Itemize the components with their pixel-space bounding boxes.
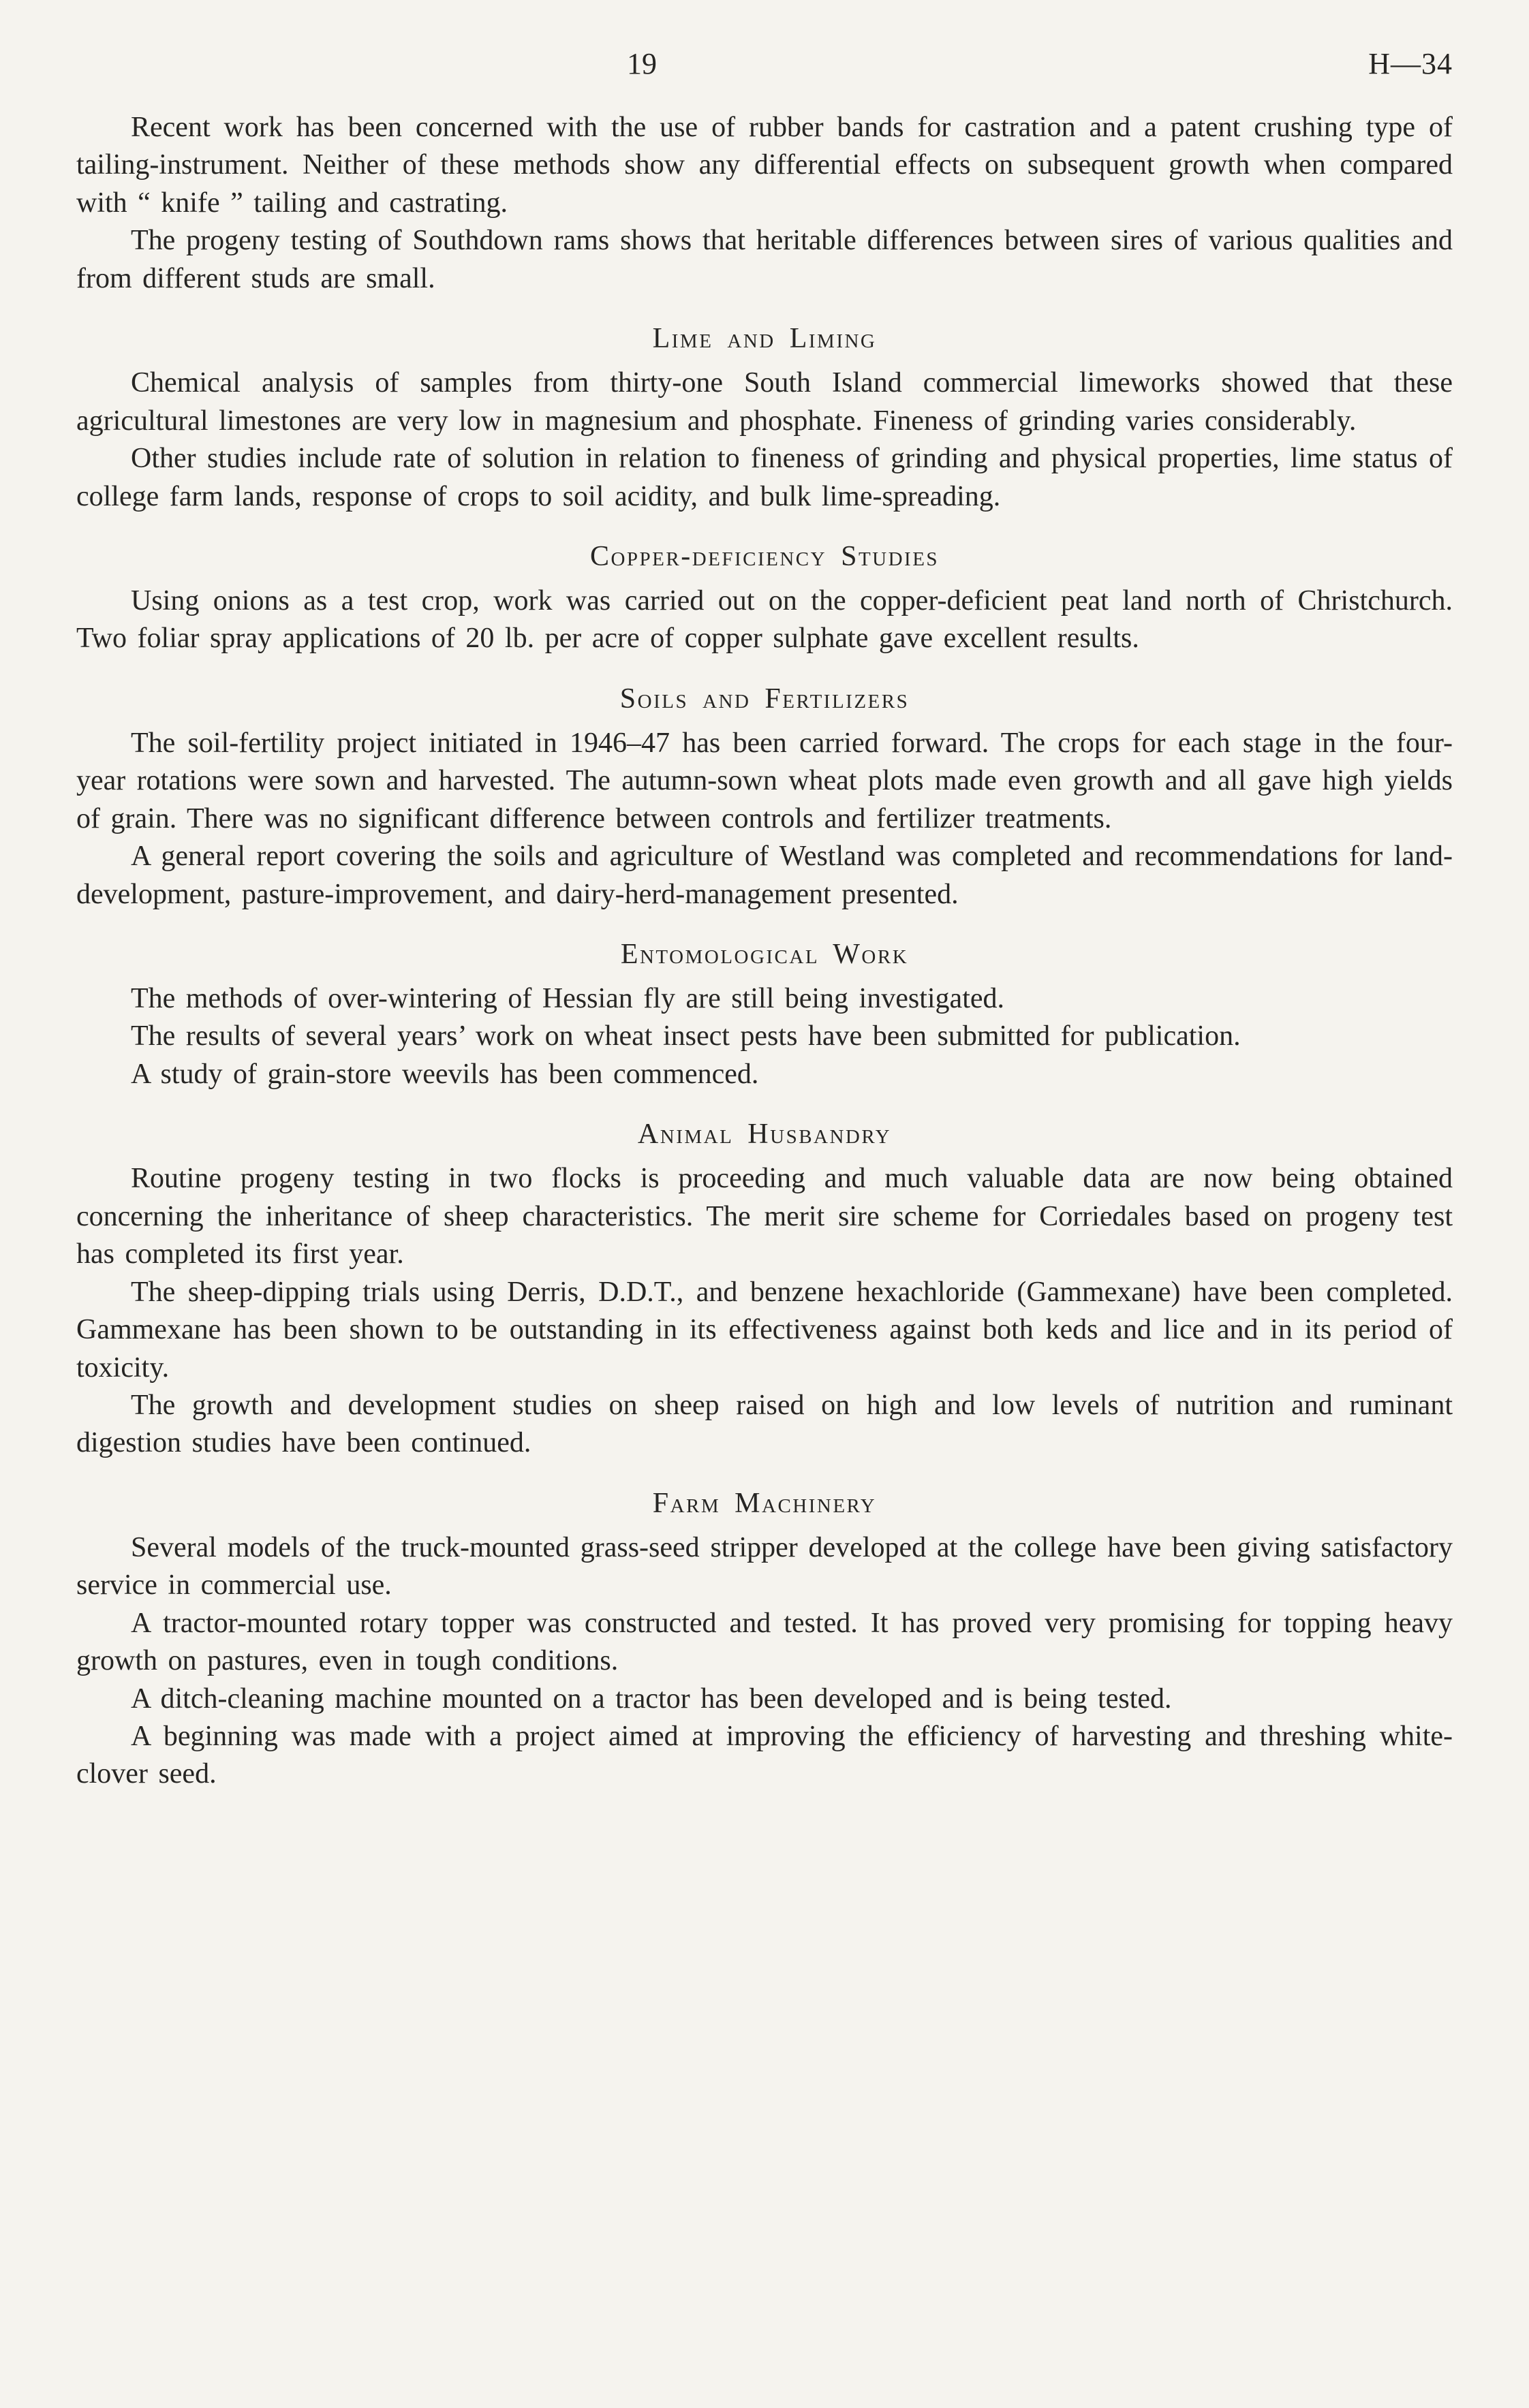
paragraph: The sheep-dipping trials using Derris, D.D.T., and benzene hexachloride (Gammexane) have been completed. Gammexane has been shown to be outstanding in its effectiveness against both keds and lice and in its period of toxicity. <box>76 1276 1453 1383</box>
document-body <box>76 109 1453 1794</box>
section-farm-machinery <box>76 1487 1453 1794</box>
section-heading: Entomological Work <box>620 939 909 970</box>
paragraph: The progeny testing of Southdown rams shows that heritable differences between sires of various qualities and from different studs are small. <box>76 225 1453 294</box>
section-lime-and-liming <box>76 322 1453 516</box>
paragraph: A general report covering the soils and agriculture of Westland was completed and recommendations for land-development, pasture-improvement, and dairy-herd-management presented. <box>76 841 1453 910</box>
page-header <box>76 46 1453 89</box>
section-heading: Copper-deficiency Studies <box>589 540 940 572</box>
paragraph: A beginning was made with a project aimed at improving the efficiency of harvesting and threshing white-clover seed. <box>76 1721 1453 1790</box>
section-heading: Farm Machinery <box>652 1487 877 1519</box>
section-heading: Animal Husbandry <box>637 1119 892 1151</box>
paragraph: Routine progeny testing in two flocks is proceeding and much valuable data are now being obtained concerning the inheritance of sheep characteristics. The merit sire scheme for Corriedales based on progeny test has completed its first year. <box>76 1163 1453 1270</box>
paragraph: A tractor-mounted rotary topper was constructed and tested. It has proved very promising for topping heavy growth on pastures, even in tough conditions. <box>76 1607 1453 1677</box>
paragraph: A study of grain-store weevils has been commenced. <box>131 1058 759 1090</box>
section-heading: Lime and Liming <box>652 323 877 355</box>
section-soils-and-fertilizers <box>76 683 1453 913</box>
paragraph: Chemical analysis of samples from thirty-one South Island commercial limeworks showed that these agricultural limestones are very low in magnesium and phosphate. Fineness of grinding varies considerably. <box>76 367 1453 437</box>
paragraph: A ditch-cleaning machine mounted on a tractor has been developed and is being tested. <box>131 1683 1172 1715</box>
section-animal-husbandry <box>76 1118 1453 1463</box>
page-number: 19 <box>627 47 657 80</box>
paragraph: Recent work has been concerned with the use of rubber bands for castration and a patent crushing type of tailing-instrument. Neither of these methods show any differential effects on subsequent growth when compared with “ knife ” tailing and castrating. <box>76 112 1453 219</box>
paragraph: The results of several years’ work on wheat insect pests have been submitted for publication. <box>131 1020 1241 1052</box>
paragraph: Other studies include rate of solution in relation to fineness of grinding and physical properties, lime status of college farm lands, response of crops to soil acidity, and bulk lime-spreading. <box>76 443 1453 512</box>
section-heading: Soils and Fertilizers <box>619 683 910 715</box>
paragraph: Several models of the truck-mounted grass-seed stripper developed at the college have been giving satisfactory service in commercial use. <box>76 1531 1453 1601</box>
paragraph: Using onions as a test crop, work was carried out on the copper-deficient peat land north of Christchurch. Two foliar spray applications of 20 lb. per acre of copper sulphate gave excellent results. <box>76 584 1453 655</box>
section-copper-deficiency-studies <box>76 540 1453 658</box>
section-intro <box>76 109 1453 298</box>
section-entomological-work <box>76 938 1453 1093</box>
doc-ref: H—34 <box>1368 47 1453 80</box>
paragraph: The methods of over-wintering of Hessian fly are still being investigated. <box>131 983 1005 1014</box>
paragraph: The soil-fertility project initiated in 1946–47 has been carried forward. The crops for each stage in the four-year rotations were sown and harvested. The autumn-sown wheat plots made even growth and all gave high yields of grain. There was no significant difference between controls and fertilizer treatments. <box>76 727 1453 834</box>
paragraph: The growth and development studies on sheep raised on high and low levels of nutrition and ruminant digestion studies have been continued. <box>76 1389 1453 1459</box>
